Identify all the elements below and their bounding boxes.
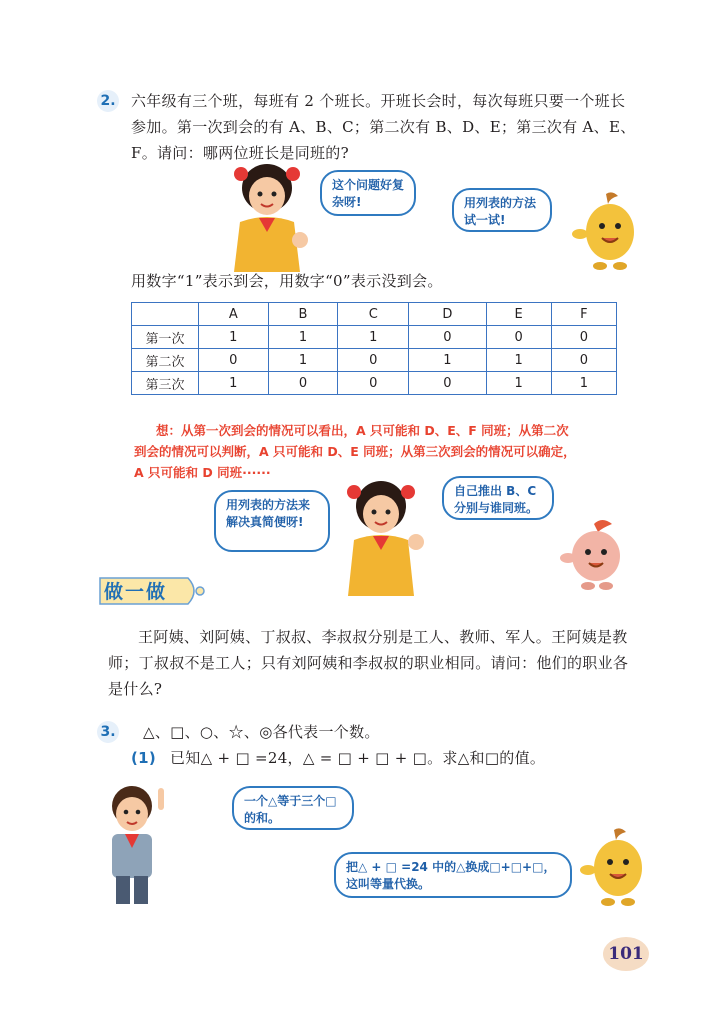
girl-illustration	[336, 476, 426, 596]
table-cell: 第一次	[132, 326, 199, 349]
table-cell: 0	[409, 326, 486, 349]
table-cell: 0	[199, 349, 269, 372]
table-cell: 1	[486, 372, 551, 395]
problem-2-line: F。请问：哪两位班长是同班的?	[131, 144, 349, 162]
table-cell: 第三次	[132, 372, 199, 395]
table-cell: B	[268, 303, 338, 326]
subproblem-text: 已知△ + □ =24，△ = □ + □ + □。求△和□的值。	[170, 749, 546, 767]
table-cell: A	[199, 303, 269, 326]
potato-mascot	[576, 826, 652, 910]
table-row	[132, 349, 617, 372]
table-row	[132, 372, 617, 395]
table-cell: 1	[338, 326, 409, 349]
table-cell: 0	[551, 326, 616, 349]
page-number: 101	[603, 937, 649, 971]
exercise-line: 师；丁叔叔不是工人；只有刘阿姨和李叔叔的职业相同。请问：他们的职业各	[108, 654, 629, 672]
girl-speech-bubble: 用列表的方法来解决真简便呀!	[214, 490, 330, 552]
think-line: 到会的情况可以判断，A 只可能和 D、E 同班；从第三次到会的情况可以确定，	[134, 444, 576, 459]
girl-speech-bubble: 这个问题好复杂呀!	[320, 170, 416, 216]
problem-2-line: 六年级有三个班，每班有 2 个班长。开班长会时，每次每班只要一个班长	[131, 92, 626, 110]
table-header-row	[132, 303, 617, 326]
potato-speech-bubble: 用列表的方法试一试!	[452, 188, 552, 232]
attendance-table	[131, 302, 617, 395]
girl-illustration	[222, 160, 312, 272]
table-cell: E	[486, 303, 551, 326]
potato-speech-bubble: 把△ + □ =24 中的△换成□+□+□，这叫等量代换。	[334, 852, 572, 898]
table-cell: 0	[486, 326, 551, 349]
potato-speech-bubble: 自己推出 B、C 分别与谁同班。	[442, 476, 554, 520]
potato-mascot	[558, 516, 634, 594]
boy-speech-bubble: 一个△等于三个□的和。	[232, 786, 354, 830]
potato-mascot	[566, 190, 646, 274]
table-cell: F	[551, 303, 616, 326]
exercise-text	[108, 624, 653, 702]
table-cell: C	[338, 303, 409, 326]
table-cell: 1	[486, 349, 551, 372]
table-cell: 0	[551, 349, 616, 372]
table-cell: 0	[409, 372, 486, 395]
table-row	[132, 326, 617, 349]
table-cell: 1	[268, 326, 338, 349]
table-cell: 1	[268, 349, 338, 372]
think-line: 想：从第一次到会的情况可以看出，A 只可能和 D、E、F 同班；从第二次	[156, 423, 569, 438]
table-cell: 1	[551, 372, 616, 395]
exercise-line: 是什么?	[108, 680, 163, 698]
table-cell: D	[409, 303, 486, 326]
table-cell: 0	[268, 372, 338, 395]
do-it-banner-label: 做一做	[104, 581, 168, 603]
table-cell	[132, 303, 199, 326]
problem-3-intro: △、□、○、☆、◎各代表一个数。	[143, 723, 380, 741]
subproblem-label: (1)	[131, 749, 157, 767]
think-line: A 只可能和 D 同班······	[134, 465, 271, 480]
think-hint	[134, 420, 656, 483]
table-cell: 0	[338, 349, 409, 372]
boy-illustration	[98, 782, 170, 906]
exercise-line: 王阿姨、刘阿姨、丁叔叔、李叔叔分别是工人、教师、军人。王阿姨是教	[138, 628, 628, 646]
problem-number-badge: 3.	[97, 721, 119, 743]
table-cell: 0	[338, 372, 409, 395]
table-cell: 1	[409, 349, 486, 372]
problem-2-line: 参加。第一次到会的有 A、B、C；第二次有 B、D、E；第三次有 A、E、	[131, 118, 636, 136]
table-cell: 1	[199, 326, 269, 349]
table-cell: 1	[199, 372, 269, 395]
table-cell: 第二次	[132, 349, 199, 372]
table-intro: 用数字“1”表示到会，用数字“0”表示没到会。	[131, 272, 443, 290]
problem-number-badge: 2.	[97, 90, 119, 112]
problem-2-text	[131, 88, 651, 166]
